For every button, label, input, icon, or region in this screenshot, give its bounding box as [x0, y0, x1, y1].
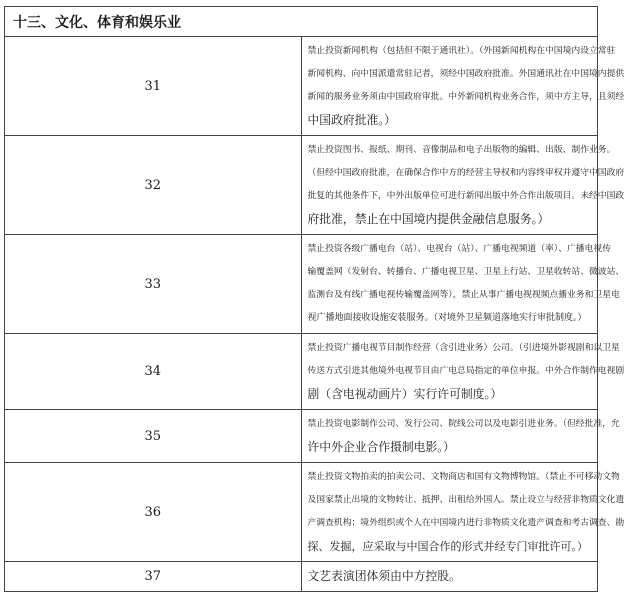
item-number: 36: [5, 463, 302, 562]
content-line: 视广播地面接收设施安装服务。（对境外卫星频道落地实行审批制度。）: [307, 313, 587, 323]
item-number: 32: [5, 136, 302, 235]
item-number: 31: [5, 37, 302, 136]
content-line: （但经中国政府批准，在确保合作中方的经营主导权和内容终审权并遵守中国政府: [307, 168, 624, 178]
content-line: 禁止投资广播电视节目制作经营（含引进业务）公司。（引进境外影视剧和以卫星: [307, 343, 620, 353]
table-row: [5, 334, 598, 410]
item-number: 34: [5, 334, 302, 410]
table-row: [5, 562, 598, 592]
item-content: [301, 334, 624, 410]
table-row: [5, 37, 598, 136]
section-title: 十三、文化、体育和娱乐业: [5, 7, 598, 37]
item-content: [301, 235, 624, 334]
item-content: [301, 562, 598, 592]
item-content: [301, 463, 624, 562]
item-number: 33: [5, 235, 302, 334]
item-number: 37: [5, 562, 302, 592]
content-line: 探、发掘，应采取与中国合作的形式并经专门审批许可。）: [307, 540, 588, 553]
table-row: [5, 235, 598, 334]
content-line: 文艺表演团体须由中方控股。: [307, 569, 461, 583]
content-line: 禁止投资新闻机构（包括但不限于通讯社）。（外国新闻机构在中国境内设立常驻: [307, 46, 616, 56]
table-row: [5, 136, 598, 235]
content-line: 禁止投资图书、报纸、期刊、音像制品和电子出版物的编辑、出版、制作业务。: [307, 145, 616, 155]
item-number: 35: [5, 410, 302, 463]
content-line: 监测台及有线广播电视传输覆盖网等），禁止从事广播电视视频点播业务和卫星电: [307, 290, 620, 300]
content-line: 禁止投资文物拍卖的拍卖公司、文物商店和国有文物博物馆。（禁止不可移动文物: [307, 472, 620, 482]
table-row: [5, 463, 598, 562]
content-line: 产调查机构；境外组织或个人在中国境内进行非物质文化遗产调查和考古调查、勘: [307, 518, 624, 528]
item-content: [301, 37, 624, 136]
table-row: [5, 410, 598, 463]
section-header-row: [5, 7, 598, 37]
item-content: [301, 136, 624, 235]
content-line: 新闻机构、向中国派遣常驻记者，须经中国政府批准。外国通讯社在中国境内提供: [307, 69, 624, 79]
item-content: [301, 410, 620, 463]
content-line: 禁止投资各级广播电台（站）、电视台（站）、广播电视频道（率）、广播电视传: [307, 244, 611, 254]
document-page: [4, 6, 624, 592]
prohibited-industries-table: [4, 6, 624, 592]
content-line: 府批准，禁止在中国境内提供金融信息服务。）: [307, 212, 550, 226]
content-line: 中国政府批准。）: [307, 113, 396, 127]
content-line: 传送方式引进其他境外电视节目由广电总局指定的单位申报。中外合作制作电视剧: [307, 366, 624, 376]
content-line: 输覆盖网（发射台、转播台、广播电视卫星、卫星上行站、卫星收转站、微波站、: [307, 267, 624, 277]
content-line: 批复的其他条件下，中外出版单位可进行新闻出版中外合作出版项目。未经中国政: [307, 191, 624, 201]
content-line: 剧（含电视动画片）实行许可制度。）: [307, 387, 503, 401]
content-line: 许中外企业合作摄制电影。）: [307, 440, 455, 454]
content-line: 禁止投资电影制作公司、发行公司、院线公司以及电影引进业务。（但经批准，允: [307, 419, 620, 429]
content-line: 及国家禁止出境的文物转让、抵押、出租给外国人。禁止设立与经营非物质文化遗: [307, 495, 624, 505]
content-line: 新闻的服务业务须由中国政府审批。中外新闻机构业务合作，须中方主导，且须经: [307, 92, 624, 102]
